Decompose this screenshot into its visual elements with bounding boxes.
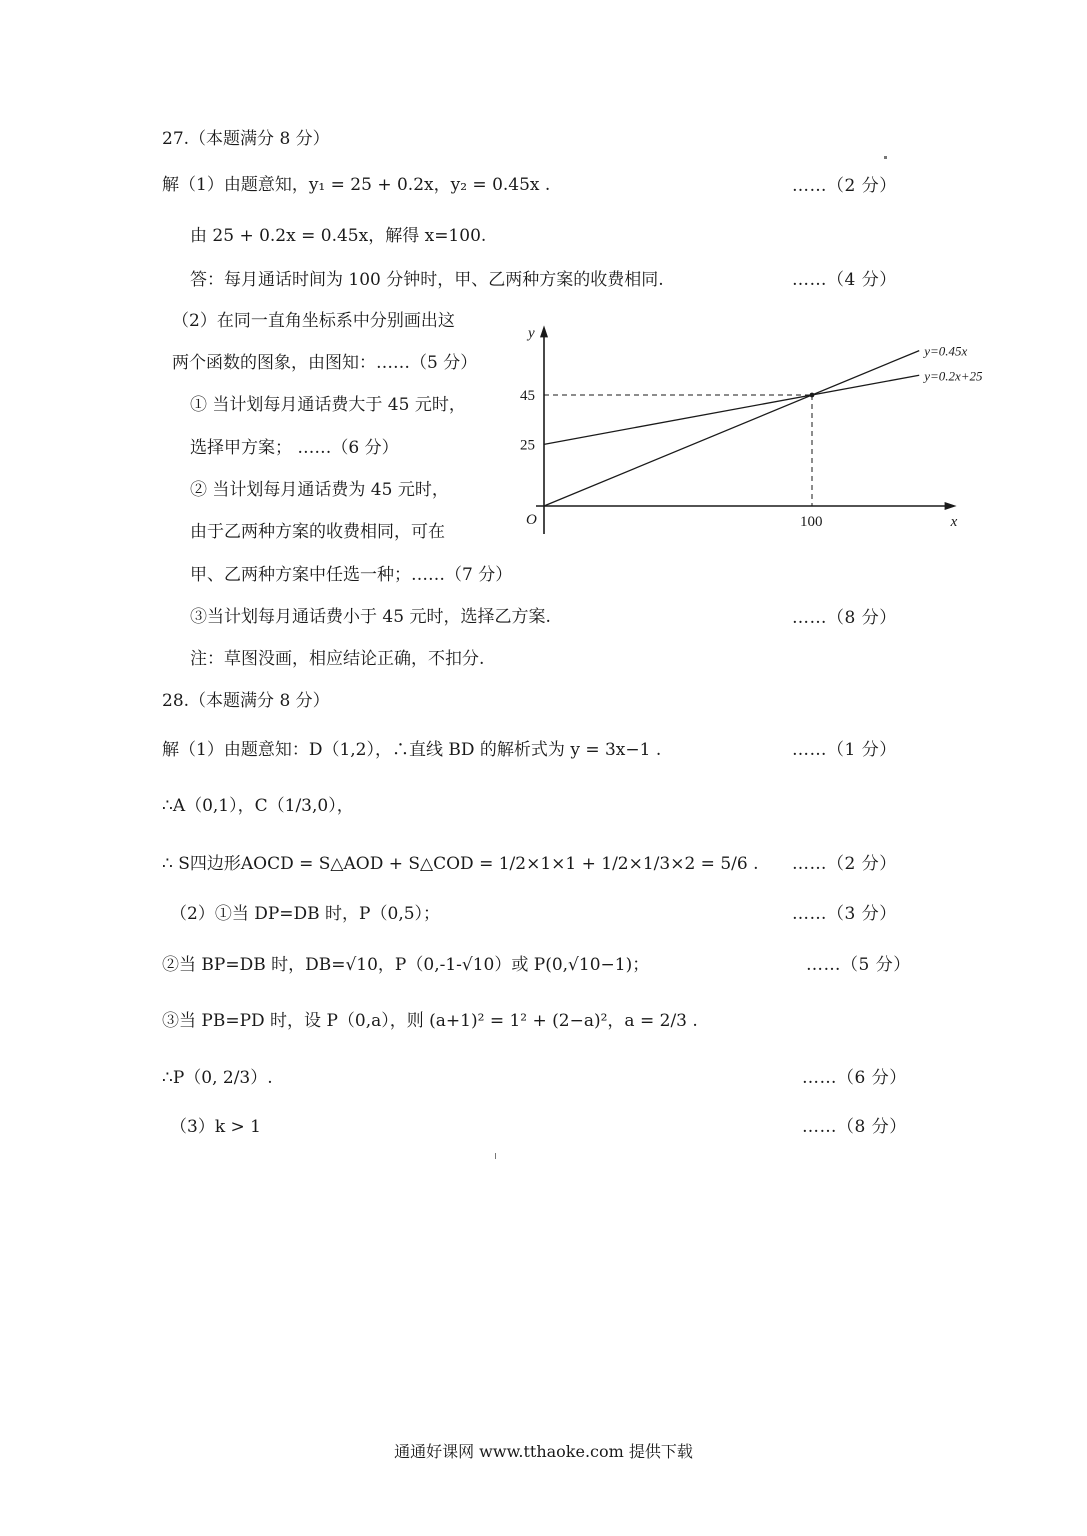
y-axis-arrow bbox=[540, 325, 548, 337]
q28-score8: ……（8 分） bbox=[802, 1117, 907, 1137]
series-label: y=0.45x bbox=[924, 343, 968, 359]
series-label: y=0.2x+25 bbox=[924, 368, 983, 384]
q27-solve-line: 由 25 + 0.2x = 0.45x，解得 x=100. bbox=[190, 226, 487, 246]
page-footer: 通通好课网 www.tthaoke.com 提供下载 bbox=[394, 1442, 693, 1461]
q27-case2-line2: 由于乙两种方案的收费相同，可在 bbox=[190, 522, 445, 542]
q27-part1-score: ……（2 分） bbox=[792, 176, 897, 196]
q28-line6: ③当 PB=PD 时，设 P（0,a），则 (a+1)² = 1² + (2−a)²，a = 2/3 . bbox=[162, 1011, 698, 1031]
q28-score6: ……（6 分） bbox=[802, 1068, 907, 1088]
q27-case3-line: ③当计划每月通话费小于 45 元时，选择乙方案. bbox=[190, 607, 551, 627]
origin-label: O bbox=[526, 512, 537, 528]
scan-speck bbox=[884, 156, 887, 159]
q28-line8: （3）k > 1 bbox=[170, 1117, 261, 1137]
q27-header: 27.（本题满分 8 分） bbox=[162, 129, 330, 149]
chart-series bbox=[544, 344, 983, 506]
q28-line1: 解（1）由题意知：D（1,2），∴直线 BD 的解析式为 y = 3x−1 . bbox=[162, 740, 662, 760]
q27-part2-line1: （2）在同一直角坐标系中分别画出这 bbox=[172, 311, 455, 331]
y-axis-label: y bbox=[528, 325, 535, 342]
function-graph bbox=[508, 312, 983, 538]
q27-note: 注：草图没画，相应结论正确，不扣分. bbox=[190, 649, 485, 669]
scan-speck bbox=[495, 1153, 496, 1159]
x-tick-label: 100 bbox=[800, 514, 823, 530]
q28-line7: ∴P（0, 2/3）. bbox=[162, 1068, 273, 1088]
q27-case1-line1: ① 当计划每月通话费大于 45 元时， bbox=[190, 395, 466, 415]
chart-axes bbox=[526, 325, 958, 534]
q28-header: 28.（本题满分 8 分） bbox=[162, 691, 330, 711]
q27-part1-line: 解（1）由题意知，y₁ = 25 + 0.2x，y₂ = 0.45x . bbox=[162, 175, 551, 195]
q27-answer-line: 答：每月通话时间为 100 分钟时，甲、乙两种方案的收费相同. bbox=[190, 270, 664, 290]
q28-score3: ……（3 分） bbox=[792, 904, 897, 924]
q27-case1-line2: 选择甲方案； ……（6 分） bbox=[190, 438, 399, 458]
y-tick-label: 25 bbox=[520, 437, 535, 454]
q27-case2-line1: ② 当计划每月通话费为 45 元时， bbox=[190, 480, 449, 500]
intersection-point bbox=[810, 393, 815, 398]
q27-part2-line2: 两个函数的图象，由图知：……（5 分） bbox=[172, 353, 478, 373]
q27-case2-line3: 甲、乙两种方案中任选一种；……（7 分） bbox=[190, 565, 513, 585]
q28-score2: ……（2 分） bbox=[792, 854, 897, 874]
q28-line3: ∴ S四边形AOCD = S△AOD + S△COD = 1/2×1×1 + 1/2×1/3×2 = 5/6 . bbox=[162, 854, 759, 874]
series-line bbox=[544, 375, 919, 444]
q27-answer-score: ……（4 分） bbox=[792, 270, 897, 290]
q28-line4: （2）①当 DP=DB 时，P（0,5）； bbox=[170, 904, 441, 924]
series-line bbox=[544, 351, 919, 506]
y-tick-label: 45 bbox=[520, 388, 535, 404]
q28-score1: ……（1 分） bbox=[792, 740, 897, 760]
q28-score5: ……（5 分） bbox=[806, 955, 911, 975]
x-axis-label: x bbox=[950, 514, 958, 530]
q27-case3-score: ……（8 分） bbox=[792, 608, 897, 628]
q28-line5: ②当 BP=DB 时，DB=√10，P（0,-1-√10）或 P(0,√10−1)； bbox=[162, 955, 650, 975]
x-axis-arrow bbox=[945, 502, 957, 510]
q28-line2: ∴A（0,1），C（1/3,0）， bbox=[162, 796, 354, 816]
